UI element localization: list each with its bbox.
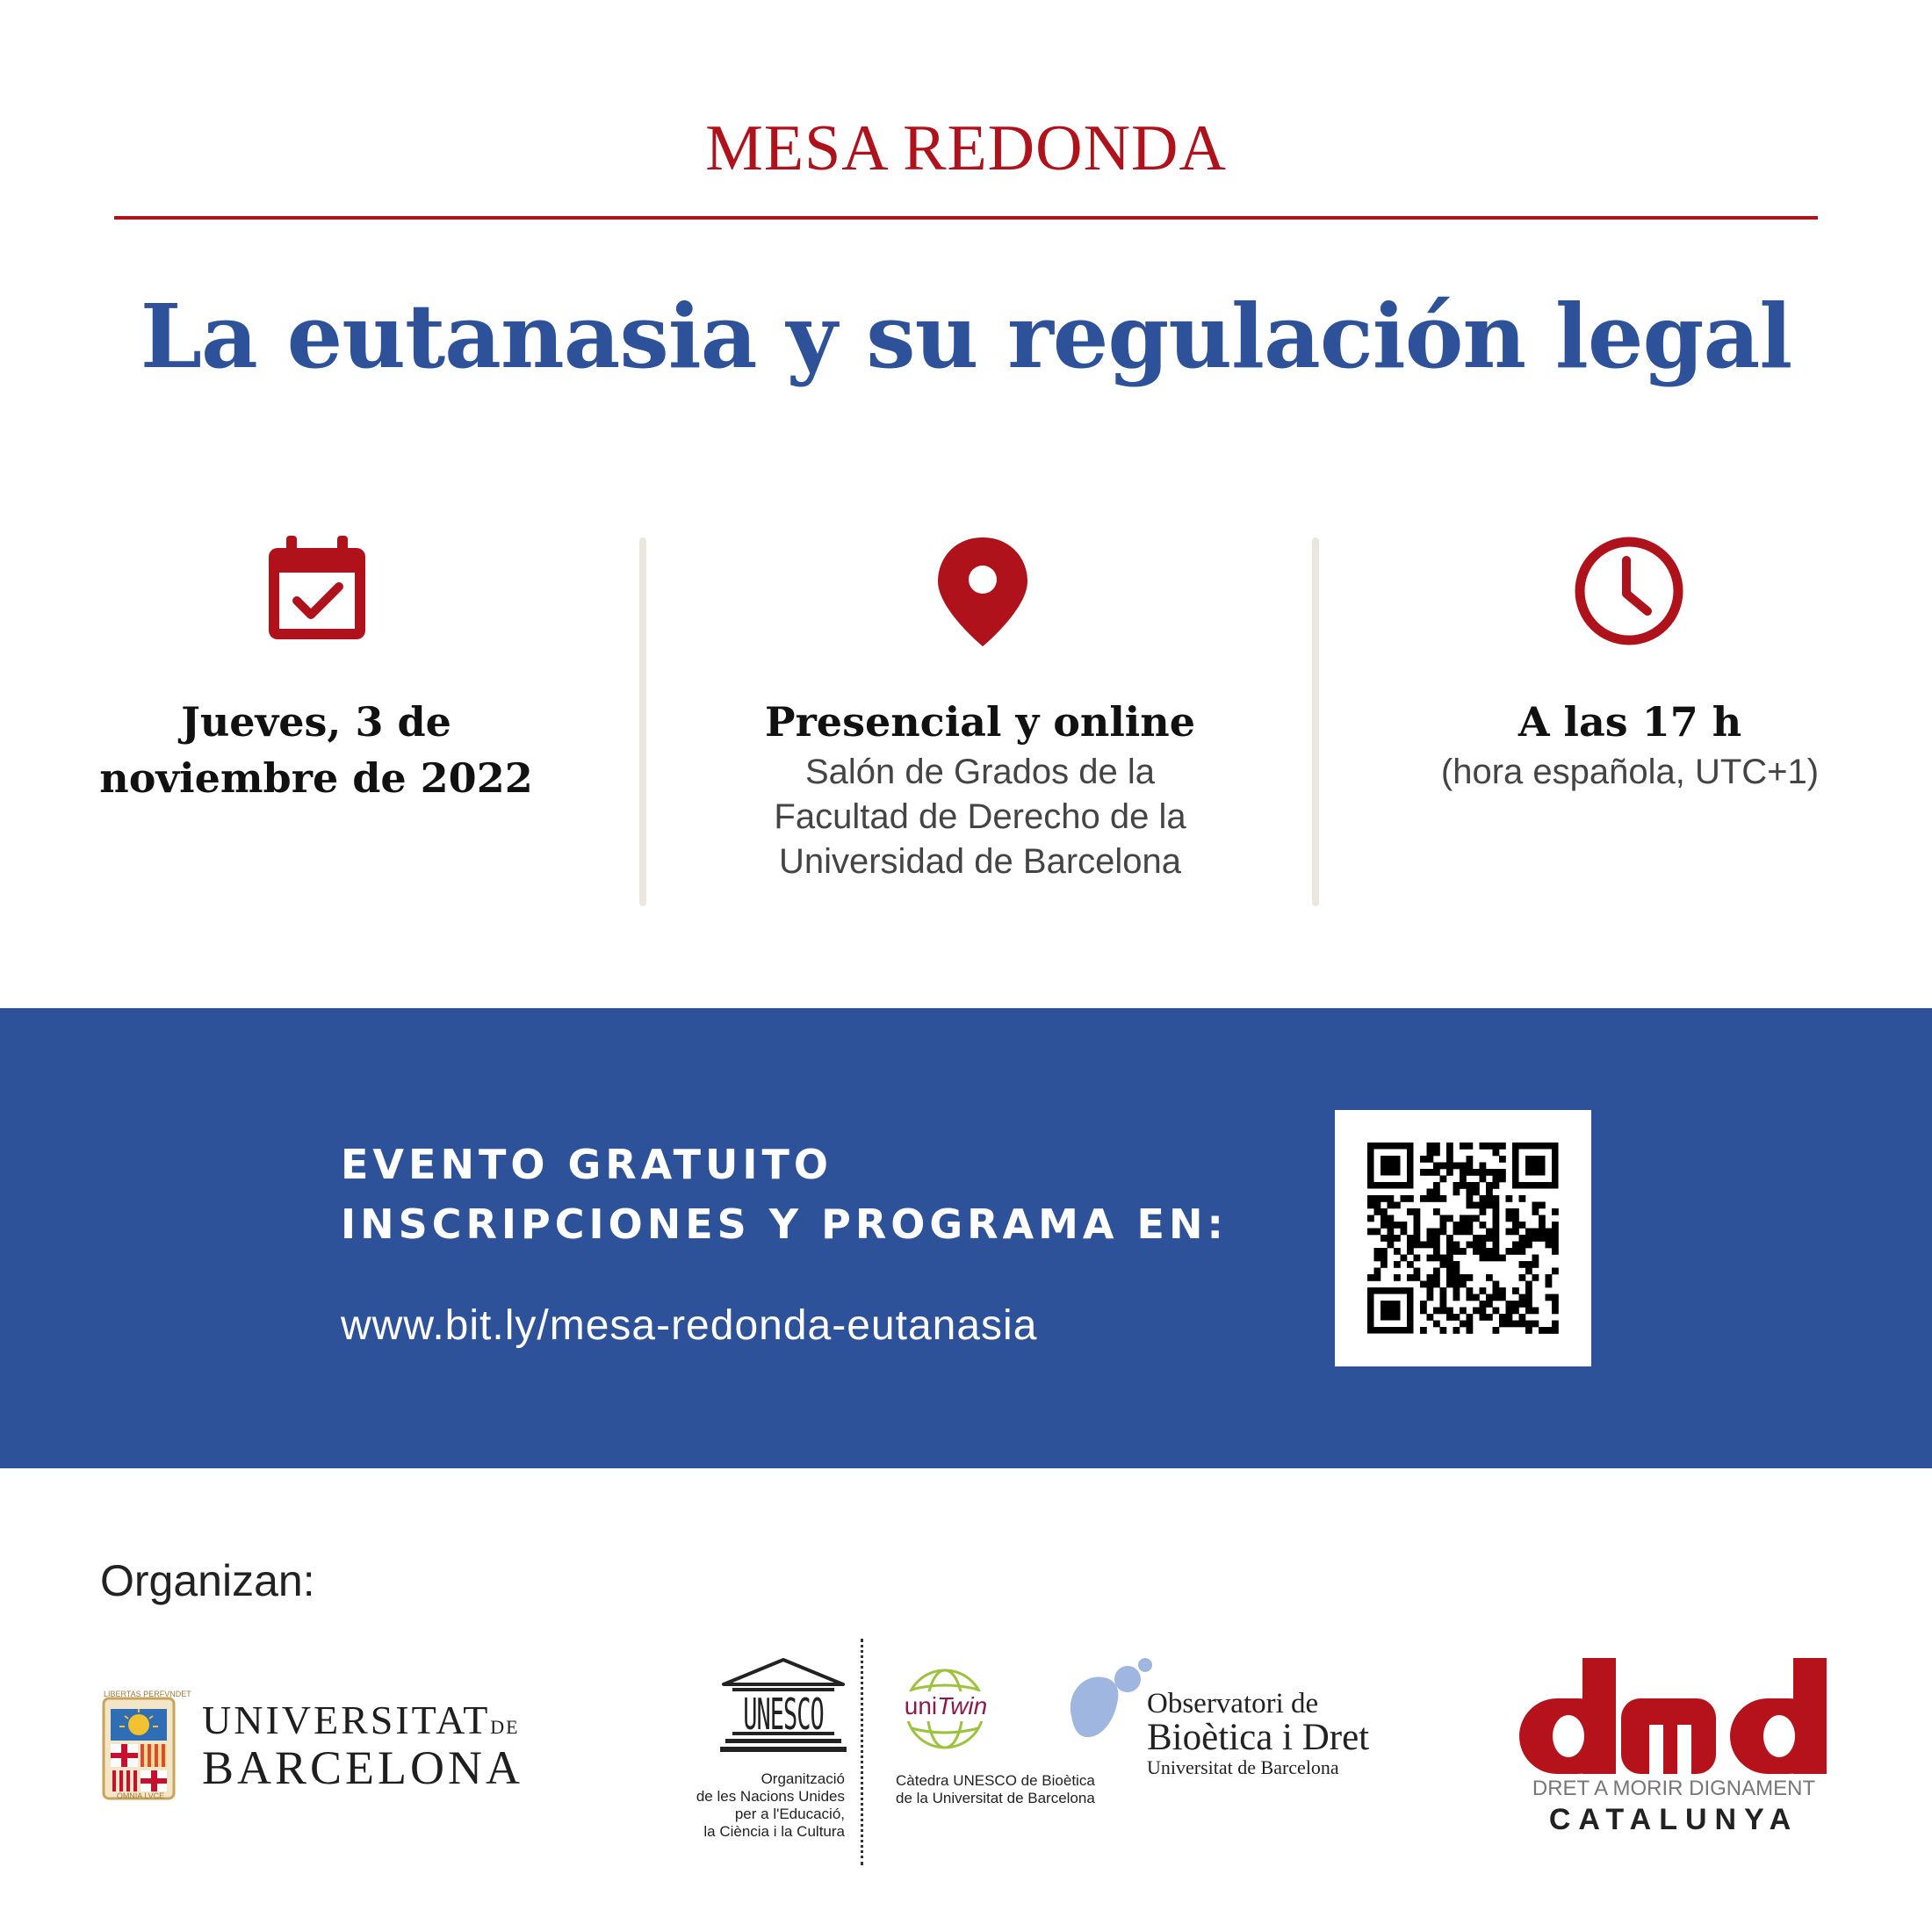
event-date bbox=[0, 694, 632, 806]
observatori-logo-icon bbox=[1063, 1654, 1154, 1746]
location-line-1: Salón de Grados de la bbox=[804, 753, 1156, 791]
date-line-2: noviembre de 2022 bbox=[99, 754, 533, 802]
date-line-1: Jueves, 3 de bbox=[181, 698, 451, 746]
unesco-caption bbox=[632, 1770, 845, 1841]
ub-name-line-2: BARCELONA bbox=[202, 1741, 524, 1794]
unitwin-caption bbox=[896, 1772, 1095, 1807]
organizers-label: Organizan: bbox=[100, 1556, 315, 1605]
map-pin-icon bbox=[926, 534, 1040, 648]
unesco-caption-line: de les Nacions Unides bbox=[696, 1788, 845, 1805]
ub-motto-bottom: OMNIA LVCE bbox=[116, 1791, 165, 1800]
event-time bbox=[1314, 694, 1932, 795]
unitwin-caption-line: de la Universitat de Barcelona bbox=[896, 1790, 1095, 1806]
time-note: (hora española, UTC+1) bbox=[1440, 753, 1820, 791]
unitwin-caption-line: Càtedra UNESCO de Bioètica bbox=[896, 1772, 1095, 1789]
dmd-region: CATALUNYA bbox=[1548, 1803, 1799, 1836]
event-location bbox=[664, 694, 1296, 884]
dmd-logo-icon bbox=[1519, 1658, 1827, 1790]
dmd-tagline: DRET A MORIR DIGNAMENT bbox=[1532, 1777, 1816, 1800]
unitwin-logo-b: Twin bbox=[937, 1692, 988, 1719]
unesco-caption-line: per a l'Educació, bbox=[734, 1806, 845, 1822]
qr-code-icon bbox=[1335, 1110, 1591, 1366]
observatori-line-1: Observatori de bbox=[1147, 1688, 1319, 1719]
qr-code[interactable] bbox=[1335, 1110, 1591, 1366]
unesco-caption-line: Organització bbox=[761, 1770, 845, 1787]
ub-word-de: DE bbox=[490, 1716, 520, 1738]
location-line-3: Universidad de Barcelona bbox=[778, 842, 1182, 881]
observatori-line-2: Bioètica i Dret bbox=[1147, 1717, 1370, 1758]
location-mode: Presencial y online bbox=[764, 698, 1195, 746]
free-event-label: EVENTO GRATUITO bbox=[341, 1141, 833, 1188]
unitwin-logo-text bbox=[894, 1691, 998, 1721]
unitwin-logo-a: uni bbox=[904, 1692, 938, 1719]
event-type: MESA REDONDA bbox=[705, 112, 1227, 184]
ub-word-universitat: UNIVERSITAT bbox=[202, 1698, 491, 1742]
page-title: La eutanasia y su regulación legal bbox=[140, 285, 1792, 388]
dotted-divider bbox=[861, 1639, 863, 1865]
ub-name-line-1 bbox=[202, 1697, 520, 1743]
ub-motto-top: LIBERTAS PERFVNDET bbox=[104, 1690, 191, 1698]
registration-label: INSCRIPCIONES Y PROGRAMA EN: bbox=[341, 1200, 1228, 1248]
unesco-caption-line: la Ciència i la Cultura bbox=[703, 1823, 845, 1840]
location-line-2: Facultad de Derecho de la bbox=[774, 797, 1186, 836]
registration-link[interactable]: www.bit.ly/mesa-redonda-eutanasia bbox=[341, 1302, 1038, 1349]
header-divider bbox=[114, 216, 1818, 220]
column-separator bbox=[639, 537, 646, 906]
clock-icon bbox=[1572, 534, 1686, 648]
time-main: A las 17 h bbox=[1517, 698, 1742, 746]
calendar-check-icon bbox=[260, 532, 374, 646]
unesco-logo-text: UNESCO bbox=[743, 1691, 824, 1741]
observatori-line-3: Universitat de Barcelona bbox=[1147, 1756, 1339, 1778]
